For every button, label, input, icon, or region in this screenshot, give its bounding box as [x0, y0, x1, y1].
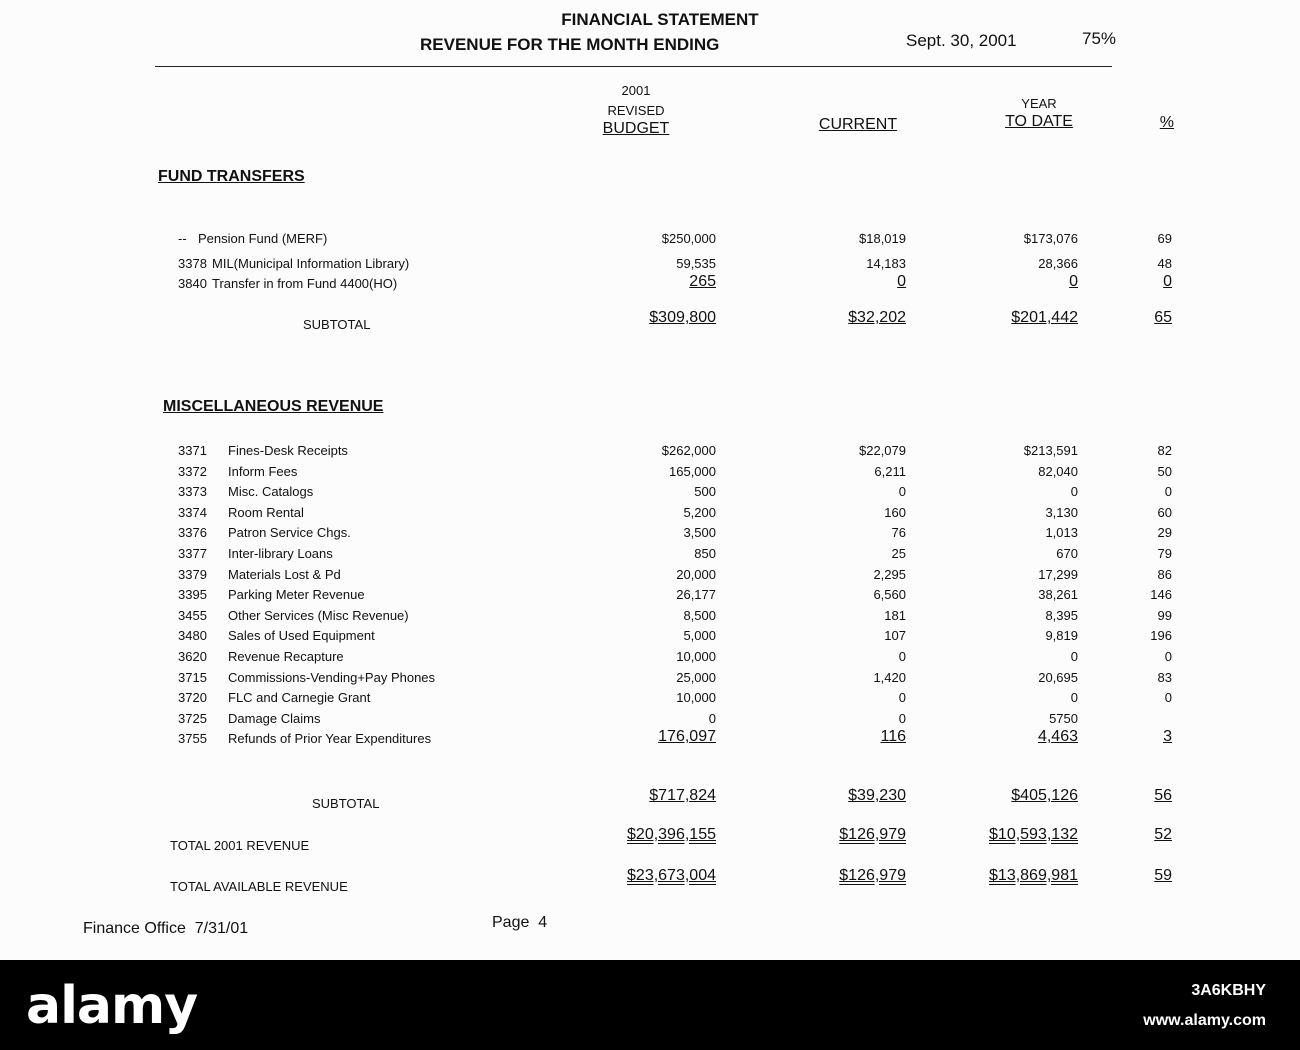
line-item-current: $18,019	[859, 231, 906, 246]
line-item-code: 3373	[178, 484, 207, 500]
line-item-code: 3840	[178, 276, 207, 291]
subtotal-budget: $309,800	[649, 309, 716, 326]
total-available-revenue-row	[0, 867, 1300, 894]
line-item-row	[0, 670, 1300, 690]
line-item-ytd: 20,695	[1038, 669, 1078, 685]
total-budget: $23,673,004	[627, 867, 716, 884]
line-item-ytd: 17,299	[1038, 566, 1078, 582]
line-item-ytd: 3,130	[1045, 504, 1078, 520]
subtotal-label: SUBTOTAL	[312, 796, 380, 811]
line-item-row	[0, 484, 1300, 504]
budget-column-header	[586, 82, 686, 137]
line-item-budget: 10,000	[676, 649, 716, 664]
line-item-percent: 0	[1164, 484, 1172, 500]
watermark-bar	[0, 960, 1300, 1050]
document-title: FINANCIAL STATEMENT	[561, 10, 759, 29]
line-item-current: 0	[898, 690, 906, 706]
line-item-current: 0	[897, 273, 906, 290]
ytd-year-label: YEAR	[1021, 96, 1057, 111]
percent-label: %	[1159, 114, 1174, 131]
line-item-budget: $262,000	[661, 443, 716, 458]
line-item-current: 1,420	[873, 669, 906, 685]
line-item-description: Pension Fund (MERF)	[198, 231, 328, 246]
line-item-description: Patron Service Chgs.	[228, 525, 351, 541]
total-label: TOTAL AVAILABLE REVENUE	[170, 879, 348, 894]
line-item-percent: 69	[1157, 231, 1172, 246]
line-item-ytd: 0	[1070, 649, 1078, 664]
line-item-ytd: 0	[1070, 484, 1078, 500]
line-item-code: 3720	[178, 690, 207, 706]
line-item-description: Fines-Desk Receipts	[228, 443, 348, 458]
line-item-budget: 3,500	[683, 525, 716, 541]
line-item-ytd: 1,013	[1045, 525, 1078, 541]
line-item-current: 25	[891, 546, 906, 561]
statement-date: Sept. 30, 2001	[906, 31, 1017, 50]
line-item-description: Revenue Recapture	[228, 649, 344, 664]
line-item-current: 116	[880, 728, 906, 746]
line-item-budget: 5,000	[683, 628, 716, 644]
subtotal-current: $39,230	[848, 787, 906, 804]
line-item-description: Room Rental	[228, 504, 304, 520]
fund-transfers-heading: FUND TRANSFERS	[158, 168, 305, 185]
line-item-code: 3755	[178, 731, 207, 747]
budget-label: BUDGET	[602, 120, 670, 137]
percent-column-header	[1128, 114, 1174, 131]
line-item-current: 14,183	[866, 256, 906, 271]
line-item-description: Inform Fees	[228, 463, 298, 479]
line-item-percent: 83	[1157, 669, 1172, 685]
line-item-ytd: 28,366	[1038, 256, 1078, 271]
line-item-percent: 0	[1164, 690, 1172, 706]
line-item-current: 0	[898, 649, 906, 664]
line-item-code: 3395	[178, 587, 207, 603]
line-item-percent: 0	[1164, 649, 1172, 664]
line-item-description: Inter-library Loans	[228, 546, 333, 561]
budget-revised-label: REVISED	[607, 103, 665, 118]
line-item-code: 3371	[178, 443, 207, 458]
line-item-description: Materials Lost & Pd	[228, 566, 341, 582]
line-item-ytd: 670	[1056, 546, 1078, 561]
line-item-budget: 265	[689, 273, 716, 290]
line-item-percent: 79	[1157, 546, 1172, 561]
line-item-description: Parking Meter Revenue	[228, 587, 365, 603]
line-item-budget: 165,000	[669, 463, 716, 479]
line-item-code: 3725	[178, 710, 207, 726]
total-2001-revenue-row	[0, 826, 1300, 853]
line-item-ytd: 82,040	[1038, 463, 1078, 479]
line-item-budget: 500	[694, 484, 716, 500]
line-item-row	[0, 628, 1300, 648]
subtotal-current: $32,202	[848, 309, 906, 326]
document-subtitle: REVENUE FOR THE MONTH ENDING	[420, 35, 720, 54]
line-item-row	[0, 567, 1300, 587]
line-item-row	[0, 443, 1300, 463]
line-item-ytd: 0	[1070, 690, 1078, 706]
line-item-ytd: 8,395	[1045, 607, 1078, 623]
subtotal-percent: 65	[1154, 309, 1172, 326]
line-item-current: 0	[898, 484, 906, 500]
line-item-code: 3372	[178, 463, 207, 479]
line-item-percent: 60	[1157, 504, 1172, 520]
image-id: 3A6KBHY	[1191, 982, 1266, 999]
site-url: www.alamy.com	[1143, 1012, 1266, 1029]
line-item-row	[0, 587, 1300, 607]
line-item-percent: 146	[1150, 587, 1172, 603]
budget-year-label: 2001	[621, 83, 651, 98]
line-item-budget: 176,097	[658, 728, 716, 746]
line-item-code: 3374	[178, 504, 207, 520]
line-item-row	[0, 546, 1300, 566]
line-item-row	[0, 505, 1300, 525]
misc-revenue-subtotal	[0, 787, 1300, 811]
line-item-current: 6,560	[873, 587, 906, 603]
line-item-budget: 20,000	[676, 566, 716, 582]
line-item-percent: 3	[1163, 728, 1172, 746]
line-item-ytd: $173,076	[1023, 231, 1078, 246]
line-item-ytd: 0	[1069, 273, 1078, 290]
line-item-budget: 25,000	[676, 669, 716, 685]
line-item-current: 160	[884, 504, 906, 520]
line-item-description: Damage Claims	[228, 710, 321, 726]
line-item-code: 3715	[178, 669, 207, 685]
line-item-current: 107	[884, 628, 906, 644]
line-item-row	[0, 728, 1300, 751]
line-item-code: 3620	[178, 649, 207, 664]
line-item-budget: 8,500	[683, 607, 716, 623]
current-column-header	[806, 116, 910, 133]
line-item-ytd: $213,591	[1023, 443, 1078, 458]
subtotal-ytd: $405,126	[1011, 787, 1078, 804]
subtotal-percent: 56	[1154, 787, 1172, 804]
finance-office-footer: Finance Office 7/31/01	[83, 920, 249, 937]
line-item-budget: 5,200	[683, 504, 716, 520]
line-item-description: MIL(Municipal Information Library)	[212, 256, 410, 271]
subtotal-ytd: $201,442	[1011, 309, 1078, 326]
ytd-to-date-label: TO DATE	[1005, 113, 1073, 130]
line-item-percent: 82	[1157, 443, 1172, 458]
current-label: CURRENT	[818, 116, 898, 133]
line-item-code: --	[178, 231, 187, 246]
header-rule	[155, 66, 1112, 67]
ytd-column-header	[984, 95, 1094, 130]
line-item-ytd: 5750	[1049, 710, 1078, 726]
line-item-budget: 59,535	[676, 256, 716, 271]
line-item-code: 3480	[178, 628, 207, 644]
line-item-budget: 10,000	[676, 690, 716, 706]
line-item-current: 181	[884, 607, 906, 623]
line-item-current: 0	[898, 710, 906, 726]
line-item-percent: 48	[1157, 256, 1172, 271]
line-item-description: Refunds of Prior Year Expenditures	[228, 731, 432, 747]
total-label: TOTAL 2001 REVENUE	[170, 838, 310, 853]
line-item-description: Commissions-Vending+Pay Phones	[228, 669, 436, 685]
subtotal-budget: $717,824	[649, 787, 716, 804]
line-item-current: 6,211	[874, 463, 906, 479]
total-percent: 59	[1154, 867, 1172, 884]
total-ytd: $13,869,981	[989, 867, 1078, 884]
line-item-code: 3377	[178, 546, 207, 561]
line-item-row	[0, 690, 1300, 710]
total-current: $126,979	[839, 826, 906, 843]
line-item-percent: 86	[1157, 566, 1172, 582]
line-item-ytd: 38,261	[1038, 587, 1078, 603]
line-item-description: FLC and Carnegie Grant	[228, 690, 371, 706]
line-item-budget: 850	[694, 546, 716, 561]
line-item-row	[0, 464, 1300, 484]
page-number: Page 4	[492, 914, 548, 931]
line-item-ytd: 4,463	[1037, 728, 1078, 746]
line-item-current: 76	[891, 525, 906, 541]
line-item-code: 3378	[178, 256, 207, 271]
line-item-row	[0, 231, 1300, 251]
misc-revenue-heading: MISCELLANEOUS REVENUE	[163, 398, 384, 415]
line-item-description: Sales of Used Equipment	[228, 628, 375, 644]
line-item-code: 3379	[178, 566, 207, 582]
year-elapsed-percent: 75%	[1082, 29, 1117, 48]
line-item-percent: 196	[1150, 628, 1172, 644]
line-item-row	[0, 608, 1300, 628]
subtotal-label: SUBTOTAL	[303, 317, 371, 332]
line-item-description: Misc. Catalogs	[228, 484, 314, 500]
line-item-row	[0, 273, 1300, 296]
line-item-description: Other Services (Misc Revenue)	[228, 607, 409, 623]
alamy-logo: alamy	[26, 976, 198, 1036]
total-ytd: $10,593,132	[989, 826, 1078, 843]
line-item-row	[0, 649, 1300, 669]
line-item-current: 2,295	[873, 566, 906, 582]
line-item-code: 3376	[178, 525, 207, 541]
line-item-percent: 99	[1157, 607, 1172, 623]
line-item-budget: 0	[708, 710, 716, 726]
total-budget: $20,396,155	[627, 826, 716, 843]
line-item-current: $22,079	[859, 443, 906, 458]
line-item-percent: 50	[1157, 463, 1172, 479]
line-item-budget: 26,177	[676, 587, 716, 603]
line-item-description: Transfer in from Fund 4400(HO)	[212, 276, 398, 291]
total-percent: 52	[1154, 826, 1172, 843]
line-item-ytd: 9,819	[1045, 628, 1078, 644]
line-item-percent: 0	[1163, 273, 1172, 290]
fund-transfers-subtotal	[0, 309, 1300, 332]
line-item-percent: 29	[1157, 525, 1172, 541]
line-item-code: 3455	[178, 607, 207, 623]
line-item-row	[0, 525, 1300, 545]
total-current: $126,979	[839, 867, 906, 884]
line-item-budget: $250,000	[661, 231, 716, 246]
